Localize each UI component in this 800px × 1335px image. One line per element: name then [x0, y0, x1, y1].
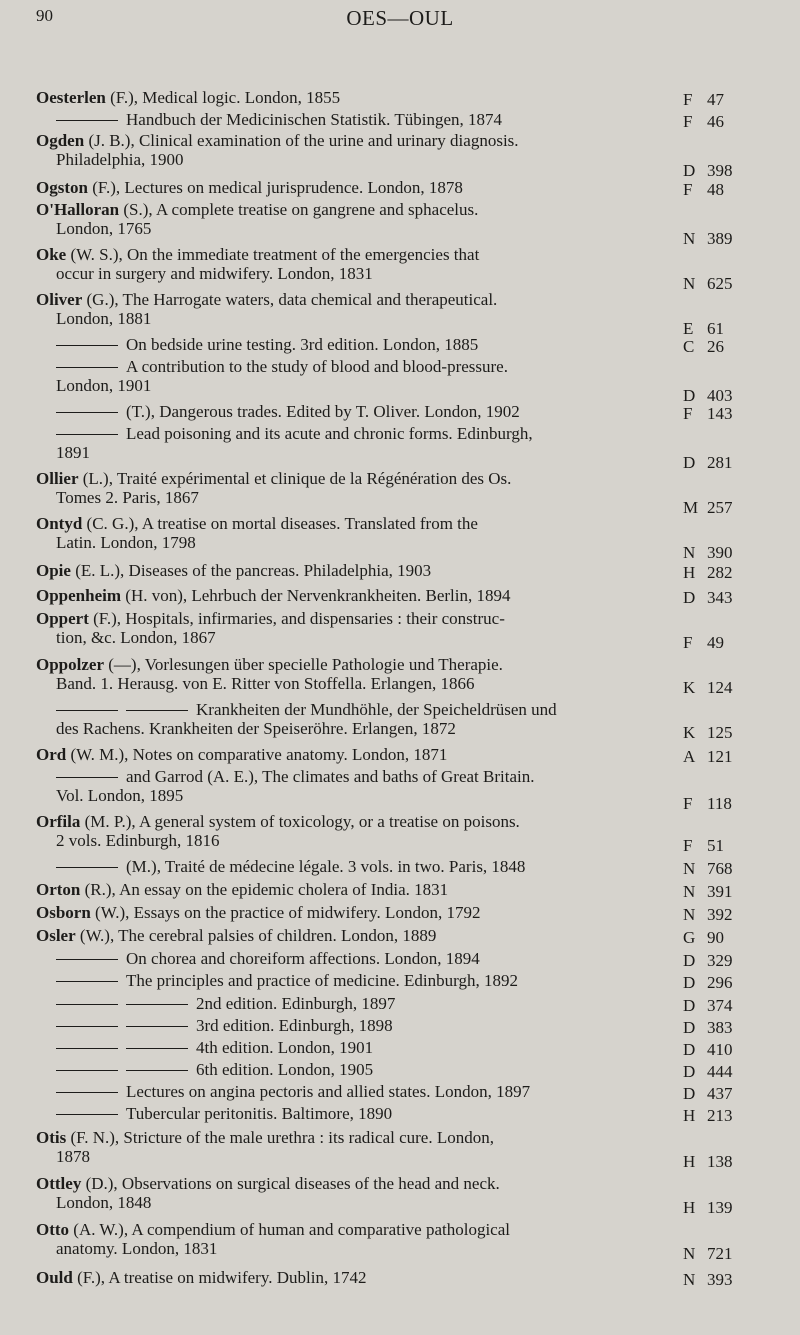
entry-title: (L.), Traité expérimental et clinique de la Régénération des Os.	[78, 469, 512, 488]
entry-text	[36, 1060, 651, 1079]
entry-text	[36, 335, 651, 354]
shelf-number: 444	[707, 1062, 733, 1081]
entry-title: Krankheiten der Mundhöhle, der Speicheldrüsen und	[196, 700, 557, 719]
entry-continuation: Vol. London, 1895	[56, 786, 184, 805]
shelf-number: 392	[707, 905, 733, 924]
shelf-reference	[683, 1152, 783, 1171]
entry-text	[36, 857, 651, 876]
shelf-number: 389	[707, 229, 733, 248]
shelf-class: N	[683, 229, 696, 248]
entry-continuation: Band. 1. Herausg. von E. Ritter von Stoffella. Erlangen, 1866	[56, 674, 475, 693]
entry-title: (J. B.), Clinical examination of the urine and urinary diagnosis.	[84, 131, 519, 150]
shelf-number: 257	[707, 498, 733, 517]
shelf-reference	[683, 229, 783, 248]
entry-continuation: Philadelphia, 1900	[56, 150, 184, 169]
shelf-reference	[683, 951, 783, 970]
shelf-number: 282	[707, 563, 733, 582]
shelf-reference	[683, 1270, 783, 1289]
entry-title: (F.), Lectures on medical jurisprudence. London, 1878	[87, 178, 463, 197]
entry-author: Ord	[36, 745, 67, 764]
shelf-number: 281	[707, 453, 733, 472]
shelf-reference	[683, 1062, 783, 1081]
shelf-class: D	[683, 1018, 696, 1037]
entry-author: Ogden	[36, 131, 85, 150]
entry-title: 3rd edition. Edinburgh, 1898	[196, 1016, 393, 1035]
entry-text	[36, 1128, 651, 1166]
shelf-reference	[683, 337, 783, 356]
entry-title: Lead poisoning and its acute and chronic forms. Edinburgh,	[126, 424, 533, 443]
page-number: 90	[36, 6, 53, 25]
shelf-class: N	[683, 1244, 696, 1263]
entry-text	[36, 402, 651, 421]
entry-continuation: Tomes 2. Paris, 1867	[56, 488, 199, 507]
entry-text	[36, 926, 651, 945]
ditto-rule	[56, 1016, 196, 1035]
entry-author: Opie	[36, 561, 71, 580]
entry-text	[36, 880, 651, 899]
entry-title: The principles and practice of medicine. Edinburgh, 1892	[126, 971, 518, 990]
entry-author: Oliver	[36, 290, 83, 309]
shelf-class: D	[683, 1040, 696, 1059]
entry-text	[36, 290, 651, 328]
shelf-reference	[683, 161, 783, 180]
shelf-number: 437	[707, 1084, 733, 1103]
shelf-number: 625	[707, 274, 733, 293]
ditto-rule	[56, 700, 196, 719]
entry-text	[36, 561, 651, 580]
shelf-number: 118	[707, 794, 732, 813]
entry-continuation: Latin. London, 1798	[56, 533, 196, 552]
entry-title: (H. von), Lehrbuch der Nervenkrankheiten. Berlin, 1894	[121, 586, 511, 605]
shelf-reference	[683, 563, 783, 582]
entry-text	[36, 200, 651, 238]
shelf-number: 213	[707, 1106, 733, 1125]
entry-title: (F.), Hospitals, infirmaries, and dispensaries : their construc-	[88, 609, 505, 628]
shelf-number: 139	[707, 1198, 733, 1217]
shelf-reference	[683, 747, 783, 766]
ditto-rule	[56, 949, 126, 968]
ditto-rule	[56, 1038, 196, 1057]
entry-title: (T.), Dangerous trades. Edited by T. Oliver. London, 1902	[126, 402, 520, 421]
shelf-number: 393	[707, 1270, 733, 1289]
entry-author: Ollier	[36, 469, 79, 488]
entry-author: Ould	[36, 1268, 73, 1287]
shelf-class: D	[683, 161, 696, 180]
entry-text	[36, 971, 651, 990]
shelf-reference	[683, 1106, 783, 1125]
entry-text	[36, 110, 651, 129]
entry-title: (M. P.), A general system of toxicology, or a treatise on poisons.	[80, 812, 520, 831]
shelf-class: H	[683, 563, 696, 582]
entry-title: (A. W.), A compendium of human and comparative pathological	[69, 1220, 511, 1239]
shelf-class: N	[683, 905, 696, 924]
shelf-reference	[683, 404, 783, 423]
entry-continuation: des Rachens. Krankheiten der Speiseröhre. Erlangen, 1872	[56, 719, 456, 738]
entry-text	[36, 131, 651, 169]
shelf-number: 125	[707, 723, 733, 742]
entry-title: (D.), Observations on surgical diseases of the head and neck.	[81, 1174, 500, 1193]
shelf-class: D	[683, 973, 696, 992]
shelf-reference	[683, 453, 783, 472]
shelf-reference	[683, 180, 783, 199]
entry-continuation: London, 1881	[56, 309, 152, 328]
shelf-reference	[683, 386, 783, 405]
entry-title: 6th edition. London, 1905	[196, 1060, 374, 1079]
entry-author: Ogston	[36, 178, 88, 197]
shelf-class: F	[683, 180, 693, 199]
shelf-class: D	[683, 386, 696, 405]
shelf-number: 61	[707, 319, 724, 338]
shelf-class: G	[683, 928, 696, 947]
shelf-number: 721	[707, 1244, 733, 1263]
entry-continuation: 1891	[56, 443, 90, 462]
shelf-reference	[683, 1198, 783, 1217]
entry-title: (R.), An essay on the epidemic cholera of India. 1831	[80, 880, 449, 899]
shelf-number: 49	[707, 633, 724, 652]
shelf-number: 383	[707, 1018, 733, 1037]
shelf-class: F	[683, 112, 693, 131]
shelf-class: C	[683, 337, 695, 356]
shelf-class: K	[683, 678, 696, 697]
shelf-number: 48	[707, 180, 724, 199]
shelf-number: 391	[707, 882, 733, 901]
shelf-reference	[683, 1040, 783, 1059]
shelf-class: F	[683, 90, 693, 109]
shelf-reference	[683, 633, 783, 652]
entry-title: Handbuch der Medicinischen Statistik. Tübingen, 1874	[126, 110, 502, 129]
shelf-reference	[683, 543, 783, 562]
shelf-number: 390	[707, 543, 733, 562]
ditto-rule	[56, 110, 126, 129]
shelf-reference	[683, 836, 783, 855]
shelf-reference	[683, 1084, 783, 1103]
entry-title: (M.), Traité de médecine légale. 3 vols. in two. Paris, 1848	[126, 857, 526, 876]
entry-text	[36, 1082, 651, 1101]
shelf-reference	[683, 90, 783, 109]
shelf-number: 768	[707, 859, 733, 878]
shelf-class: D	[683, 996, 696, 1015]
shelf-class: F	[683, 404, 693, 423]
entry-text	[36, 812, 651, 850]
entry-text	[36, 586, 651, 605]
ditto-rule	[56, 767, 126, 786]
entry-text	[36, 514, 651, 552]
entry-text	[36, 1104, 651, 1123]
entry-author: Orton	[36, 880, 81, 899]
ditto-rule	[56, 1082, 126, 1101]
entry-text	[36, 88, 651, 107]
shelf-number: 47	[707, 90, 724, 109]
shelf-class: N	[683, 274, 696, 293]
entry-text	[36, 469, 651, 507]
shelf-number: 398	[707, 161, 733, 180]
shelf-reference	[683, 498, 783, 517]
shelf-class: D	[683, 588, 696, 607]
ditto-rule	[56, 1060, 196, 1079]
entry-author: O'Halloran	[36, 200, 120, 219]
shelf-class: F	[683, 633, 693, 652]
shelf-class: K	[683, 723, 696, 742]
shelf-reference	[683, 794, 783, 813]
entry-title: (S.), A complete treatise on gangrene and sphacelus.	[119, 200, 479, 219]
entry-author: Oke	[36, 245, 67, 264]
shelf-reference	[683, 1018, 783, 1037]
shelf-number: 329	[707, 951, 733, 970]
entry-author: Osborn	[36, 903, 91, 922]
ditto-rule	[56, 424, 126, 443]
entry-author: Oppert	[36, 609, 89, 628]
shelf-class: M	[683, 498, 699, 517]
entry-author: Ontyd	[36, 514, 83, 533]
shelf-number: 121	[707, 747, 733, 766]
shelf-reference	[683, 996, 783, 1015]
shelf-class: D	[683, 453, 696, 472]
shelf-reference	[683, 112, 783, 131]
shelf-reference	[683, 588, 783, 607]
shelf-number: 124	[707, 678, 733, 697]
shelf-number: 138	[707, 1152, 733, 1171]
entry-title: (F.), Medical logic. London, 1855	[105, 88, 341, 107]
shelf-class: N	[683, 543, 696, 562]
entry-text	[36, 1268, 651, 1287]
entry-title: Tubercular peritonitis. Baltimore, 1890	[126, 1104, 393, 1123]
entry-text	[36, 1016, 651, 1035]
shelf-class: H	[683, 1198, 696, 1217]
entry-text	[36, 424, 651, 462]
entry-title: (G.), The Harrogate waters, data chemical and therapeutical.	[82, 290, 498, 309]
entry-title: (W. M.), Notes on comparative anatomy. London, 1871	[66, 745, 448, 764]
entry-text	[36, 767, 651, 805]
entry-text	[36, 745, 651, 764]
entry-title: Lectures on angina pectoris and allied states. London, 1897	[126, 1082, 531, 1101]
ditto-rule	[56, 994, 196, 1013]
shelf-number: 90	[707, 928, 724, 947]
ditto-rule	[56, 402, 126, 421]
shelf-class: D	[683, 1062, 696, 1081]
entry-continuation: London, 1765	[56, 219, 152, 238]
entry-title: A contribution to the study of blood and blood-pressure.	[126, 357, 508, 376]
entry-author: Oesterlen	[36, 88, 106, 107]
shelf-class: H	[683, 1152, 696, 1171]
entry-text	[36, 903, 651, 922]
entry-text	[36, 994, 651, 1013]
entry-author: Otto	[36, 1220, 70, 1239]
shelf-class: F	[683, 836, 693, 855]
shelf-number: 51	[707, 836, 724, 855]
shelf-number: 46	[707, 112, 724, 131]
shelf-reference	[683, 905, 783, 924]
entry-continuation: London, 1848	[56, 1193, 152, 1212]
entry-title: On bedside urine testing. 3rd edition. London, 1885	[126, 335, 479, 354]
shelf-number: 296	[707, 973, 733, 992]
ditto-rule	[56, 857, 126, 876]
shelf-reference	[683, 319, 783, 338]
shelf-class: F	[683, 794, 693, 813]
entry-author: Otis	[36, 1128, 67, 1147]
entry-continuation: tion, &c. London, 1867	[56, 628, 216, 647]
entry-author: Oppolzer	[36, 655, 104, 674]
entry-text	[36, 655, 651, 693]
shelf-reference	[683, 1244, 783, 1263]
shelf-class: N	[683, 1270, 696, 1289]
shelf-class: A	[683, 747, 696, 766]
ditto-rule	[56, 1104, 126, 1123]
entry-text	[36, 609, 651, 647]
ditto-rule	[56, 335, 126, 354]
shelf-reference	[683, 928, 783, 947]
shelf-class: H	[683, 1106, 696, 1125]
shelf-number: 143	[707, 404, 733, 423]
shelf-number: 374	[707, 996, 733, 1015]
entry-text	[36, 1220, 651, 1258]
entry-text	[36, 949, 651, 968]
shelf-number: 343	[707, 588, 733, 607]
running-head: OES—OUL	[346, 6, 454, 30]
entry-continuation: anatomy. London, 1831	[56, 1239, 218, 1258]
shelf-class: E	[683, 319, 694, 338]
ditto-rule	[56, 357, 126, 376]
shelf-number: 26	[707, 337, 724, 356]
entry-continuation: 2 vols. Edinburgh, 1816	[56, 831, 220, 850]
entry-text	[36, 1174, 651, 1212]
entry-title: 4th edition. London, 1901	[196, 1038, 374, 1057]
entry-author: Oppenheim	[36, 586, 122, 605]
entry-title: (E. L.), Diseases of the pancreas. Philadelphia, 1903	[70, 561, 432, 580]
shelf-class: N	[683, 859, 696, 878]
shelf-reference	[683, 723, 783, 742]
entry-title: (F.), A treatise on midwifery. Dublin, 1742	[72, 1268, 367, 1287]
entry-title: (F. N.), Stricture of the male urethra : its radical cure. London,	[66, 1128, 494, 1147]
entry-author: Orfila	[36, 812, 81, 831]
shelf-reference	[683, 882, 783, 901]
entry-text	[36, 700, 651, 738]
shelf-reference	[683, 973, 783, 992]
shelf-class: D	[683, 1084, 696, 1103]
entry-continuation: London, 1901	[56, 376, 152, 395]
shelf-reference	[683, 859, 783, 878]
entry-title: On chorea and choreiform affections. London, 1894	[126, 949, 480, 968]
entry-continuation: occur in surgery and midwifery. London, 1831	[56, 264, 373, 283]
shelf-number: 410	[707, 1040, 733, 1059]
entry-title: (W.), The cerebral palsies of children. London, 1889	[75, 926, 437, 945]
shelf-reference	[683, 274, 783, 293]
entry-text	[36, 245, 651, 283]
entry-text	[36, 357, 651, 395]
shelf-class: N	[683, 882, 696, 901]
entry-title: 2nd edition. Edinburgh, 1897	[196, 994, 396, 1013]
shelf-reference	[683, 678, 783, 697]
entry-author: Osler	[36, 926, 76, 945]
entry-title: (W.), Essays on the practice of midwifery. London, 1792	[90, 903, 481, 922]
entry-continuation: 1878	[56, 1147, 90, 1166]
entry-text	[36, 178, 651, 197]
shelf-number: 403	[707, 386, 733, 405]
entry-text	[36, 1038, 651, 1057]
entry-title: and Garrod (A. E.), The climates and baths of Great Britain.	[126, 767, 535, 786]
entry-author: Ottley	[36, 1174, 82, 1193]
entry-title: (C. G.), A treatise on mortal diseases. Translated from the	[82, 514, 478, 533]
entry-title: (W. S.), On the immediate treatment of the emergencies that	[66, 245, 480, 264]
ditto-rule	[56, 971, 126, 990]
entry-title: (—), Vorlesungen über specielle Pathologie und Therapie.	[104, 655, 503, 674]
shelf-class: D	[683, 951, 696, 970]
